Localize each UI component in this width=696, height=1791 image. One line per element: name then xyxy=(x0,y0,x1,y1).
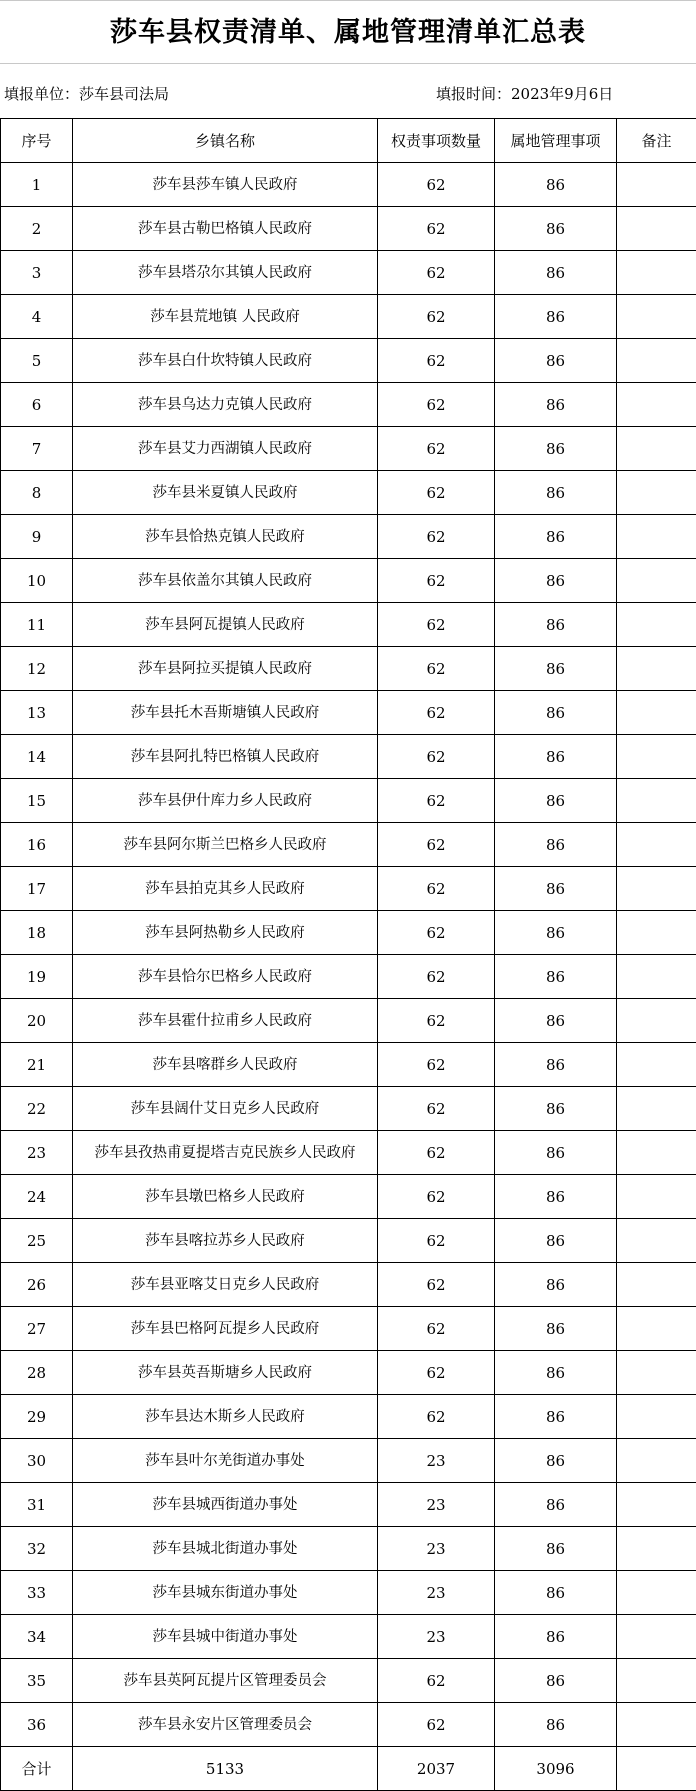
township-name: 莎车县阿热勒乡人民政府 xyxy=(73,911,378,955)
total-remarks xyxy=(617,1747,696,1791)
township-name: 莎车县阔什艾日克乡人民政府 xyxy=(73,1087,378,1131)
row-number: 35 xyxy=(1,1659,73,1703)
remarks-cell xyxy=(617,999,696,1043)
row-number: 33 xyxy=(1,1571,73,1615)
remarks-cell xyxy=(617,295,696,339)
territorial-items-count: 86 xyxy=(495,1571,617,1615)
territorial-items-count: 86 xyxy=(495,911,617,955)
remarks-cell xyxy=(617,251,696,295)
territorial-items-count: 86 xyxy=(495,383,617,427)
township-name: 莎车县喀群乡人民政府 xyxy=(73,1043,378,1087)
remarks-cell xyxy=(617,911,696,955)
power-items-count: 62 xyxy=(378,1175,495,1219)
remarks-cell xyxy=(617,515,696,559)
row-number: 22 xyxy=(1,1087,73,1131)
township-name: 莎车县亚喀艾日克乡人民政府 xyxy=(73,1263,378,1307)
power-items-count: 62 xyxy=(378,647,495,691)
township-name: 莎车县英吾斯塘乡人民政府 xyxy=(73,1351,378,1395)
total-name-cell: 5133 xyxy=(73,1747,378,1791)
table-row xyxy=(1,1087,696,1131)
territorial-items-count: 86 xyxy=(495,207,617,251)
table-row xyxy=(1,1439,696,1483)
township-name: 莎车县城北街道办事处 xyxy=(73,1527,378,1571)
township-name: 莎车县拍克其乡人民政府 xyxy=(73,867,378,911)
table-row xyxy=(1,427,696,471)
row-number: 6 xyxy=(1,383,73,427)
remarks-cell xyxy=(617,647,696,691)
row-number: 32 xyxy=(1,1527,73,1571)
territorial-items-count: 86 xyxy=(495,163,617,207)
power-items-count: 23 xyxy=(378,1571,495,1615)
power-items-count: 62 xyxy=(378,603,495,647)
township-name: 莎车县依盖尔其镇人民政府 xyxy=(73,559,378,603)
row-number: 15 xyxy=(1,779,73,823)
power-items-count: 62 xyxy=(378,1219,495,1263)
power-items-count: 62 xyxy=(378,471,495,515)
table-row xyxy=(1,691,696,735)
territorial-items-count: 86 xyxy=(495,339,617,383)
remarks-cell xyxy=(617,1131,696,1175)
row-number: 34 xyxy=(1,1615,73,1659)
row-number: 21 xyxy=(1,1043,73,1087)
territorial-items-count: 86 xyxy=(495,1307,617,1351)
table-row xyxy=(1,1043,696,1087)
township-name: 莎车县孜热甫夏提塔吉克民族乡人民政府 xyxy=(73,1131,378,1175)
territorial-items-count: 86 xyxy=(495,471,617,515)
row-number: 16 xyxy=(1,823,73,867)
territorial-items-count: 86 xyxy=(495,1703,617,1747)
row-number: 29 xyxy=(1,1395,73,1439)
township-name: 莎车县城中街道办事处 xyxy=(73,1615,378,1659)
table-row xyxy=(1,1571,696,1615)
table-row xyxy=(1,383,696,427)
territorial-items-count: 86 xyxy=(495,1087,617,1131)
table-row xyxy=(1,1483,696,1527)
table-row xyxy=(1,471,696,515)
total-row xyxy=(1,1747,696,1791)
power-items-count: 62 xyxy=(378,515,495,559)
territorial-items-count: 86 xyxy=(495,515,617,559)
territorial-items-count: 86 xyxy=(495,735,617,779)
power-items-count: 62 xyxy=(378,691,495,735)
remarks-cell xyxy=(617,427,696,471)
remarks-cell xyxy=(617,207,696,251)
remarks-cell xyxy=(617,1043,696,1087)
township-name: 莎车县喀拉苏乡人民政府 xyxy=(73,1219,378,1263)
power-items-count: 62 xyxy=(378,207,495,251)
power-items-count: 62 xyxy=(378,1043,495,1087)
power-items-count: 62 xyxy=(378,1307,495,1351)
territorial-items-count: 86 xyxy=(495,647,617,691)
territorial-items-count: 86 xyxy=(495,559,617,603)
table-row xyxy=(1,1131,696,1175)
power-items-count: 62 xyxy=(378,251,495,295)
township-name: 莎车县艾力西湖镇人民政府 xyxy=(73,427,378,471)
territorial-items-count: 86 xyxy=(495,251,617,295)
remarks-cell xyxy=(617,1659,696,1703)
remarks-cell xyxy=(617,955,696,999)
table-row xyxy=(1,999,696,1043)
power-items-count: 62 xyxy=(378,427,495,471)
township-name: 莎车县古勒巴格镇人民政府 xyxy=(73,207,378,251)
table-row xyxy=(1,1615,696,1659)
table-row xyxy=(1,911,696,955)
column-header-number: 序号 xyxy=(1,119,73,163)
row-number: 31 xyxy=(1,1483,73,1527)
table-row xyxy=(1,559,696,603)
table-row xyxy=(1,339,696,383)
row-number: 36 xyxy=(1,1703,73,1747)
row-number: 10 xyxy=(1,559,73,603)
township-name: 莎车县巴格阿瓦提乡人民政府 xyxy=(73,1307,378,1351)
row-number: 20 xyxy=(1,999,73,1043)
table-body xyxy=(1,163,696,1747)
power-items-count: 23 xyxy=(378,1527,495,1571)
table-row xyxy=(1,515,696,559)
row-number: 7 xyxy=(1,427,73,471)
table-row xyxy=(1,207,696,251)
township-name: 莎车县荒地镇 人民政府 xyxy=(73,295,378,339)
remarks-cell xyxy=(617,823,696,867)
township-name: 莎车县阿瓦提镇人民政府 xyxy=(73,603,378,647)
row-number: 2 xyxy=(1,207,73,251)
township-name: 莎车县城东街道办事处 xyxy=(73,1571,378,1615)
township-name: 莎车县莎车镇人民政府 xyxy=(73,163,378,207)
remarks-cell xyxy=(617,1263,696,1307)
remarks-cell xyxy=(617,1395,696,1439)
territorial-items-count: 86 xyxy=(495,823,617,867)
township-name: 莎车县叶尔羌街道办事处 xyxy=(73,1439,378,1483)
power-items-count: 62 xyxy=(378,867,495,911)
row-number: 12 xyxy=(1,647,73,691)
table-row xyxy=(1,823,696,867)
power-items-count: 62 xyxy=(378,1395,495,1439)
total-power-items: 2037 xyxy=(378,1747,495,1791)
power-items-count: 62 xyxy=(378,163,495,207)
power-items-count: 62 xyxy=(378,1703,495,1747)
table-row xyxy=(1,1307,696,1351)
territorial-items-count: 86 xyxy=(495,1219,617,1263)
table-row xyxy=(1,647,696,691)
total-territorial-items: 3096 xyxy=(495,1747,617,1791)
remarks-cell xyxy=(617,1087,696,1131)
territorial-items-count: 86 xyxy=(495,867,617,911)
row-number: 30 xyxy=(1,1439,73,1483)
remarks-cell xyxy=(617,1307,696,1351)
column-header-remarks: 备注 xyxy=(617,119,696,163)
page-title: 莎车县权责清单、属地管理清单汇总表 xyxy=(0,0,696,64)
territorial-items-count: 86 xyxy=(495,295,617,339)
remarks-cell xyxy=(617,383,696,427)
remarks-cell xyxy=(617,163,696,207)
remarks-cell xyxy=(617,1483,696,1527)
row-number: 8 xyxy=(1,471,73,515)
township-name: 莎车县伊什库力乡人民政府 xyxy=(73,779,378,823)
table-row xyxy=(1,1527,696,1571)
township-name: 莎车县英阿瓦提片区管理委员会 xyxy=(73,1659,378,1703)
remarks-cell xyxy=(617,691,696,735)
territorial-items-count: 86 xyxy=(495,1659,617,1703)
remarks-cell xyxy=(617,559,696,603)
power-items-count: 62 xyxy=(378,1131,495,1175)
township-name: 莎车县阿拉买提镇人民政府 xyxy=(73,647,378,691)
territorial-items-count: 86 xyxy=(495,603,617,647)
remarks-cell xyxy=(617,1219,696,1263)
table-row xyxy=(1,1219,696,1263)
remarks-cell xyxy=(617,735,696,779)
table-row xyxy=(1,1395,696,1439)
table-row xyxy=(1,1351,696,1395)
territorial-items-count: 86 xyxy=(495,427,617,471)
territorial-items-count: 86 xyxy=(495,1351,617,1395)
remarks-cell xyxy=(617,1527,696,1571)
township-name: 莎车县塔尕尔其镇人民政府 xyxy=(73,251,378,295)
power-items-count: 62 xyxy=(378,779,495,823)
table-row xyxy=(1,295,696,339)
power-items-count: 23 xyxy=(378,1439,495,1483)
column-header-township: 乡镇名称 xyxy=(73,119,378,163)
row-number: 19 xyxy=(1,955,73,999)
power-items-count: 62 xyxy=(378,1263,495,1307)
report-meta xyxy=(0,64,696,118)
table-row xyxy=(1,1175,696,1219)
power-items-count: 62 xyxy=(378,823,495,867)
territorial-items-count: 86 xyxy=(495,1439,617,1483)
remarks-cell xyxy=(617,471,696,515)
township-name: 莎车县达木斯乡人民政府 xyxy=(73,1395,378,1439)
row-number: 28 xyxy=(1,1351,73,1395)
table-row xyxy=(1,603,696,647)
township-name: 莎车县恰热克镇人民政府 xyxy=(73,515,378,559)
table-row xyxy=(1,735,696,779)
power-items-count: 62 xyxy=(378,339,495,383)
remarks-cell xyxy=(617,867,696,911)
row-number: 26 xyxy=(1,1263,73,1307)
summary-table xyxy=(0,118,696,1791)
township-name: 莎车县城西街道办事处 xyxy=(73,1483,378,1527)
power-items-count: 62 xyxy=(378,911,495,955)
table-row xyxy=(1,779,696,823)
table-row xyxy=(1,1659,696,1703)
territorial-items-count: 86 xyxy=(495,999,617,1043)
township-name: 莎车县白什坎特镇人民政府 xyxy=(73,339,378,383)
row-number: 1 xyxy=(1,163,73,207)
township-name: 莎车县米夏镇人民政府 xyxy=(73,471,378,515)
table-row xyxy=(1,251,696,295)
territorial-items-count: 86 xyxy=(495,1043,617,1087)
remarks-cell xyxy=(617,339,696,383)
table-row xyxy=(1,163,696,207)
table-row xyxy=(1,1263,696,1307)
remarks-cell xyxy=(617,1175,696,1219)
township-name: 莎车县阿尔斯兰巴格乡人民政府 xyxy=(73,823,378,867)
territorial-items-count: 86 xyxy=(495,779,617,823)
township-name: 莎车县乌达力克镇人民政府 xyxy=(73,383,378,427)
territorial-items-count: 86 xyxy=(495,1175,617,1219)
territorial-items-count: 86 xyxy=(495,1263,617,1307)
row-number: 23 xyxy=(1,1131,73,1175)
power-items-count: 62 xyxy=(378,1659,495,1703)
row-number: 27 xyxy=(1,1307,73,1351)
row-number: 18 xyxy=(1,911,73,955)
table-row xyxy=(1,955,696,999)
row-number: 14 xyxy=(1,735,73,779)
header-row xyxy=(1,119,696,163)
table-row xyxy=(1,1703,696,1747)
remarks-cell xyxy=(617,1615,696,1659)
column-header-territorial-items: 属地管理事项 xyxy=(495,119,617,163)
power-items-count: 62 xyxy=(378,383,495,427)
column-header-power-items: 权责事项数量 xyxy=(378,119,495,163)
reporting-unit: 填报单位：莎车县司法局 xyxy=(4,83,169,104)
township-name: 莎车县托木吾斯塘镇人民政府 xyxy=(73,691,378,735)
row-number: 5 xyxy=(1,339,73,383)
power-items-count: 62 xyxy=(378,955,495,999)
reporting-date: 填报时间：2023年9月6日 xyxy=(436,83,613,104)
row-number: 25 xyxy=(1,1219,73,1263)
power-items-count: 62 xyxy=(378,1351,495,1395)
territorial-items-count: 86 xyxy=(495,1131,617,1175)
row-number: 4 xyxy=(1,295,73,339)
remarks-cell xyxy=(617,1571,696,1615)
township-name: 莎车县永安片区管理委员会 xyxy=(73,1703,378,1747)
total-label: 合计 xyxy=(1,1747,73,1791)
power-items-count: 23 xyxy=(378,1483,495,1527)
remarks-cell xyxy=(617,1703,696,1747)
remarks-cell xyxy=(617,603,696,647)
row-number: 24 xyxy=(1,1175,73,1219)
table-row xyxy=(1,867,696,911)
power-items-count: 62 xyxy=(378,1087,495,1131)
territorial-items-count: 86 xyxy=(495,691,617,735)
township-name: 莎车县恰尔巴格乡人民政府 xyxy=(73,955,378,999)
row-number: 11 xyxy=(1,603,73,647)
row-number: 9 xyxy=(1,515,73,559)
remarks-cell xyxy=(617,779,696,823)
power-items-count: 62 xyxy=(378,295,495,339)
territorial-items-count: 86 xyxy=(495,1395,617,1439)
row-number: 13 xyxy=(1,691,73,735)
territorial-items-count: 86 xyxy=(495,955,617,999)
township-name: 莎车县墩巴格乡人民政府 xyxy=(73,1175,378,1219)
power-items-count: 23 xyxy=(378,1615,495,1659)
power-items-count: 62 xyxy=(378,559,495,603)
territorial-items-count: 86 xyxy=(495,1483,617,1527)
territorial-items-count: 86 xyxy=(495,1527,617,1571)
power-items-count: 62 xyxy=(378,999,495,1043)
remarks-cell xyxy=(617,1351,696,1395)
township-name: 莎车县霍什拉甫乡人民政府 xyxy=(73,999,378,1043)
power-items-count: 62 xyxy=(378,735,495,779)
row-number: 3 xyxy=(1,251,73,295)
row-number: 17 xyxy=(1,867,73,911)
remarks-cell xyxy=(617,1439,696,1483)
township-name: 莎车县阿扎特巴格镇人民政府 xyxy=(73,735,378,779)
territorial-items-count: 86 xyxy=(495,1615,617,1659)
